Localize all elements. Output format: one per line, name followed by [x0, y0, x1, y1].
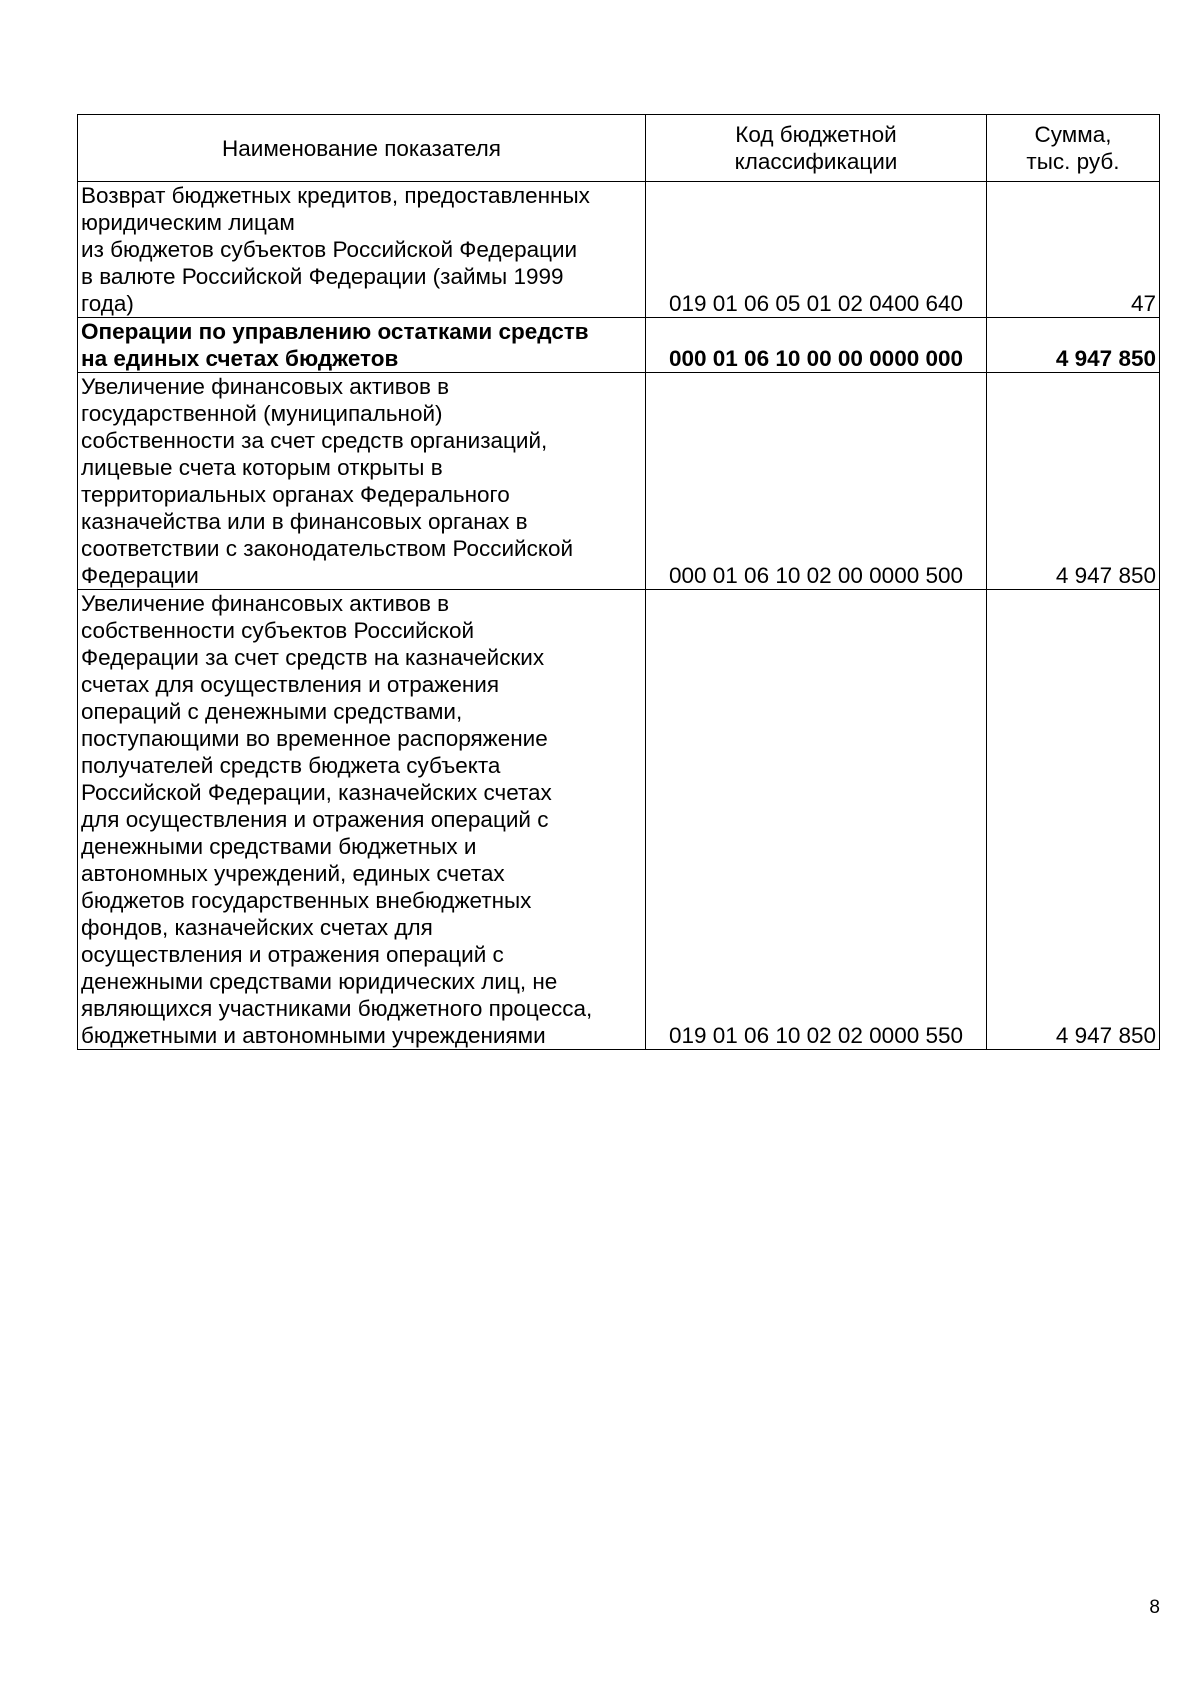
table-row [78, 590, 1160, 1050]
header-name [78, 115, 646, 182]
row-name: Операции по управлению остатками средств на единых счетах бюджетов [78, 318, 646, 373]
table-row [78, 373, 1160, 590]
page-number: 8 [1149, 1597, 1160, 1618]
table-row [78, 318, 1160, 373]
header-sum-label: Сумма, тыс. руб. [1026, 122, 1120, 174]
header-name-label: Наименование показателя [222, 135, 501, 161]
header-sum [987, 115, 1160, 182]
row-code: 000 01 06 10 02 00 0000 500 [646, 373, 987, 590]
header-code-label: Код бюджетной классификации [734, 122, 898, 174]
row-code: 019 01 06 05 01 02 0400 640 [646, 182, 987, 318]
row-name: Возврат бюджетных кредитов, предоставленных юридическим лицам из бюджетов субъектов Российской Федерации в валюте Российской Федерации (займы 1999 года) [78, 182, 646, 318]
row-sum: 47 [987, 182, 1160, 318]
budget-table [77, 114, 1160, 1050]
table-header-row [78, 115, 1160, 182]
row-sum: 4 947 850 [987, 318, 1160, 373]
row-name: Увеличение финансовых активов в государственной (муниципальной) собственности за счет средств организаций, лицевые счета которым открыты в территориальных органах Федерального казначейства или в финансовых органах в соответствии с законодательством Российской Федерации [78, 373, 646, 590]
row-sum: 4 947 850 [987, 373, 1160, 590]
header-code [646, 115, 987, 182]
table-row [78, 182, 1160, 318]
row-code: 000 01 06 10 00 00 0000 000 [646, 318, 987, 373]
row-code: 019 01 06 10 02 02 0000 550 [646, 590, 987, 1050]
row-name: Увеличение финансовых активов в собственности субъектов Российской Федерации за счет средств на казначейских счетах для осуществления и отражения операций с денежными средствами, поступающими во временное распоряжение получателей средств бюджета субъекта Российской Федерации, казначейских счетах для осуществления и отражения операций с денежными средствами бюджетных и автономных учреждений, единых счетах бюджетов государственных внебюджетных фондов, казначейских счетах для осуществления и отражения операций с денежными средствами юридических лиц, не являющихся участниками бюджетного процесса, бюджетными и автономными учреждениями [78, 590, 646, 1050]
row-sum: 4 947 850 [987, 590, 1160, 1050]
